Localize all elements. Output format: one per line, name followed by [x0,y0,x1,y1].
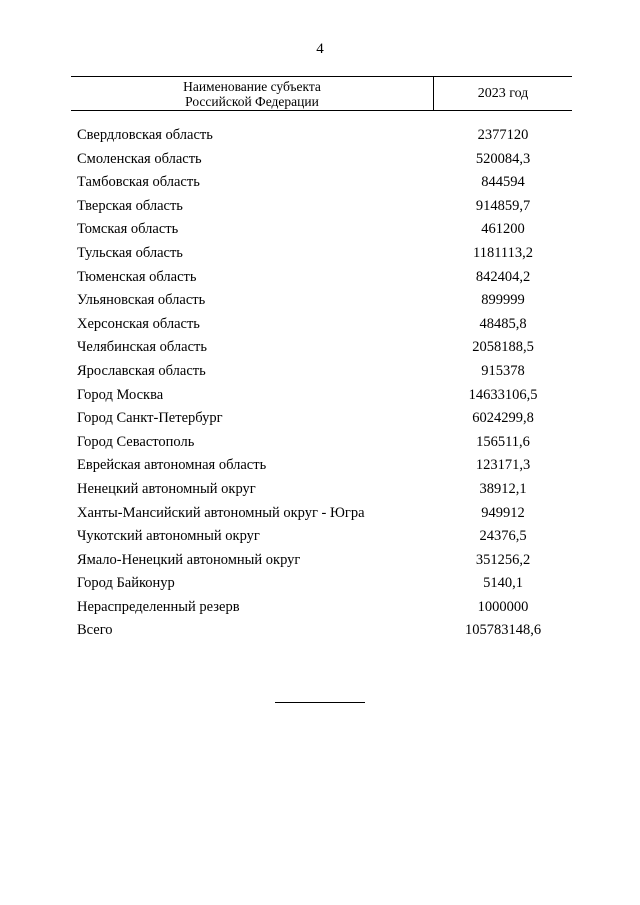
header-subject-name-line1: Наименование субъекта [183,78,321,94]
region-name: Всего [77,622,113,639]
table-header [71,76,572,111]
table-row [0,198,640,222]
table-row [0,434,640,458]
region-name: Тюменская область [77,268,197,285]
region-value: 949912 [481,504,525,521]
header-subject-name [71,77,434,110]
table-body [0,127,640,646]
table-row [0,221,640,245]
page-number: 4 [316,41,324,57]
header-year: 2023 год [477,85,529,101]
header-subject-name-line2: Российской Федерации [185,93,319,109]
table-row [0,457,640,481]
region-value: 1181113,2 [472,244,533,261]
table-row [0,292,640,316]
table-row [0,363,640,387]
region-value: 2058188,5 [472,339,534,356]
region-name: Чукотский автономный округ [77,528,260,545]
table-row [0,528,640,552]
region-value: 5140,1 [483,575,523,592]
region-name: Ненецкий автономный округ [77,480,256,497]
region-value: 842404,2 [475,268,531,285]
region-value: 123171,3 [475,457,531,474]
region-name: Город Севастополь [77,433,195,450]
table-row [0,387,640,411]
region-value: 899999 [481,292,525,309]
table-row [0,575,640,599]
region-value: 24376,5 [479,528,527,545]
region-value: 1000000 [477,598,529,615]
region-name: Тульская область [77,244,183,261]
region-name: Город Байконур [77,575,175,592]
region-value: 105783148,6 [464,622,542,639]
region-value: 156511,6 [476,433,530,450]
table-row [0,151,640,175]
region-name: Челябинская область [77,339,207,356]
region-name: Город Санкт-Петербург [77,410,223,427]
end-divider [275,702,365,703]
region-name: Ямало-Ненецкий автономный округ [77,551,301,568]
table-row [0,269,640,293]
region-name: Ульяновская область [77,292,206,309]
region-value: 2377120 [477,127,529,143]
region-name: Нераспределенный резерв [77,598,240,615]
region-name: Город Москва [77,386,164,403]
region-value: 914859,7 [475,197,531,214]
table-row [0,552,640,576]
region-value: 48485,8 [479,315,527,332]
region-name: Смоленская область [77,150,202,167]
table-row [0,316,640,340]
region-value: 520084,3 [475,150,531,167]
region-name: Херсонская область [77,315,200,332]
region-name: Томская область [77,221,179,238]
region-value: 461200 [481,221,525,238]
region-name: Ярославская область [77,362,206,379]
region-name: Еврейская автономная область [77,457,267,474]
region-value: 38912,1 [479,480,527,497]
region-name: Тамбовская область [77,174,200,191]
table-row [0,599,640,623]
table-row [0,622,640,646]
region-value: 915378 [481,362,525,379]
table-row [0,127,640,151]
table-row [0,410,640,434]
region-value: 844594 [481,174,525,191]
region-name: Ханты-Мансийский автономный округ - Югра [77,504,365,521]
region-name: Тверская область [77,197,183,214]
region-name: Свердловская область [77,127,213,143]
region-value: 14633106,5 [468,386,538,403]
region-value: 6024299,8 [472,410,534,427]
region-value: 351256,2 [475,551,531,568]
table-row [0,174,640,198]
table-row [0,481,640,505]
table-row [0,245,640,269]
table-row [0,339,640,363]
table-row [0,505,640,529]
